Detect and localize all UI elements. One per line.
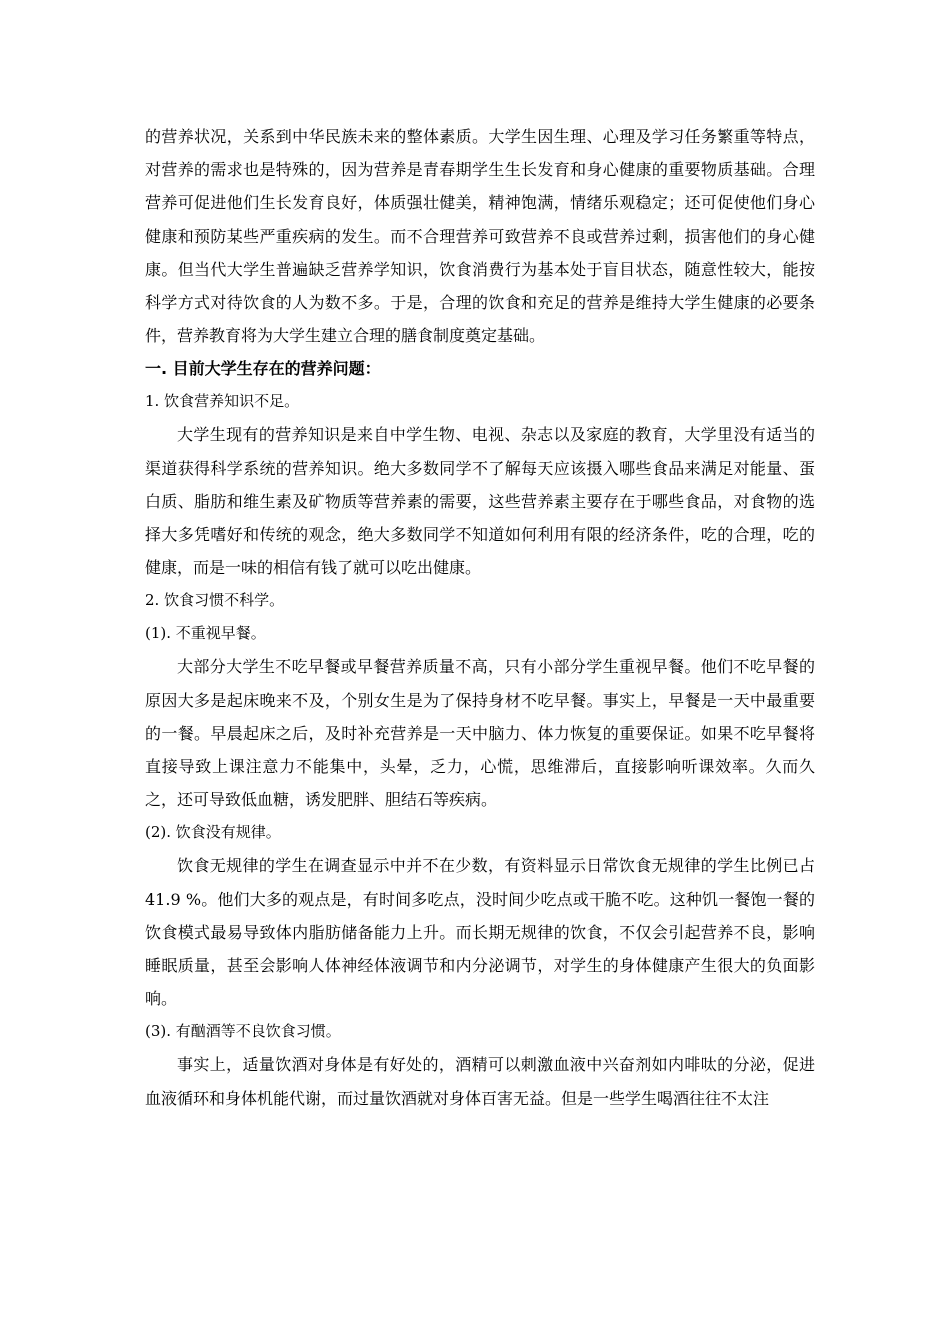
document-page xyxy=(145,120,815,1115)
item1-title: 1. 饮食营养知识不足。 xyxy=(145,392,300,411)
section-heading: 一. 目前大学生存在的营养问题： xyxy=(145,359,381,379)
sub3-paragraph: 事实上，适量饮酒对身体是有好处的，酒精可以刺激血液中兴奋剂如内啡呔的分泌，促进血液循环和身体机能代谢，而过量饮酒就对身体百害无益。但是一些学生喝酒往往不太注 xyxy=(145,1055,815,1108)
sub2-paragraph: 饮食无规律的学生在调查显示中并不在少数，有资料显示日常饮食无规律的学生比例已占 41.9 %。他们大多的观点是，有时间多吃点，没时间少吃点或干脆不吃。这种饥一餐饱一餐的饮食模式最易导致体内脂肪储备能力上升。而长期无规律的饮食，不仅会引起营养不良，影响睡眠质量，甚至会影响人体神经体液调节和内分泌调节，对学生的身体健康产生很大的负面影响。 xyxy=(145,856,815,1009)
item1-paragraph: 大学生现有的营养知识是来自中学生物、电视、杂志以及家庭的教育，大学里没有适当的渠道获得科学系统的营养知识。绝大多数同学不了解每天应该摄入哪些食品来满足对能量、蛋白质、脂肪和维生素及矿物质等营养素的需要，这些营养素主要存在于哪些食品，对食物的选择大多凭嗜好和传统的观念，绝大多数同学不知道如何利用有限的经济条件，吃的合理，吃的健康，而是一味的相信有钱了就可以吃出健康。 xyxy=(145,425,815,578)
sub3-title: (3). 有酗酒等不良饮食习惯。 xyxy=(145,1022,341,1041)
sub2-title: (2). 饮食没有规律。 xyxy=(145,823,281,842)
sub1-paragraph: 大部分大学生不吃早餐或早餐营养质量不高，只有小部分学生重视早餐。他们不吃早餐的原因大多是起床晚来不及，个别女生是为了保持身材不吃早餐。事实上，早餐是一天中最重要的一餐。早晨起床之后，及时补充营养是一天中脑力、体力恢复的重要保证。如果不吃早餐将直接导致上课注意力不能集中，头晕，乏力，心慌，思维滞后，直接影响听课效率。久而久之，还可导致低血糖，诱发肥胖、胆结石等疾病。 xyxy=(145,657,815,810)
item2-title: 2. 饮食习惯不科学。 xyxy=(145,591,285,610)
intro-paragraph: 的营养状况，关系到中华民族未来的整体素质。大学生因生理、心理及学习任务繁重等特点，对营养的需求也是特殊的，因为营养是青春期学生生长发育和身心健康的重要物质基础。合理营养可促进他们生长发育良好，体质强壮健美，精神饱满，情绪乐观稳定；还可促使他们身心健康和预防某些严重疾病的发生。而不合理营养可致营养不良或营养过剩，损害他们的身心健康。但当代大学生普遍缺乏营养学知识，饮食消费行为基本处于盲目状态，随意性较大，能按科学方式对待饮食的人为数不多。于是，合理的饮食和充足的营养是维持大学生健康的必要条件，营养教育将为大学生建立合理的膳食制度奠定基础。 xyxy=(145,127,815,346)
sub1-title: (1). 不重视早餐。 xyxy=(145,624,266,643)
